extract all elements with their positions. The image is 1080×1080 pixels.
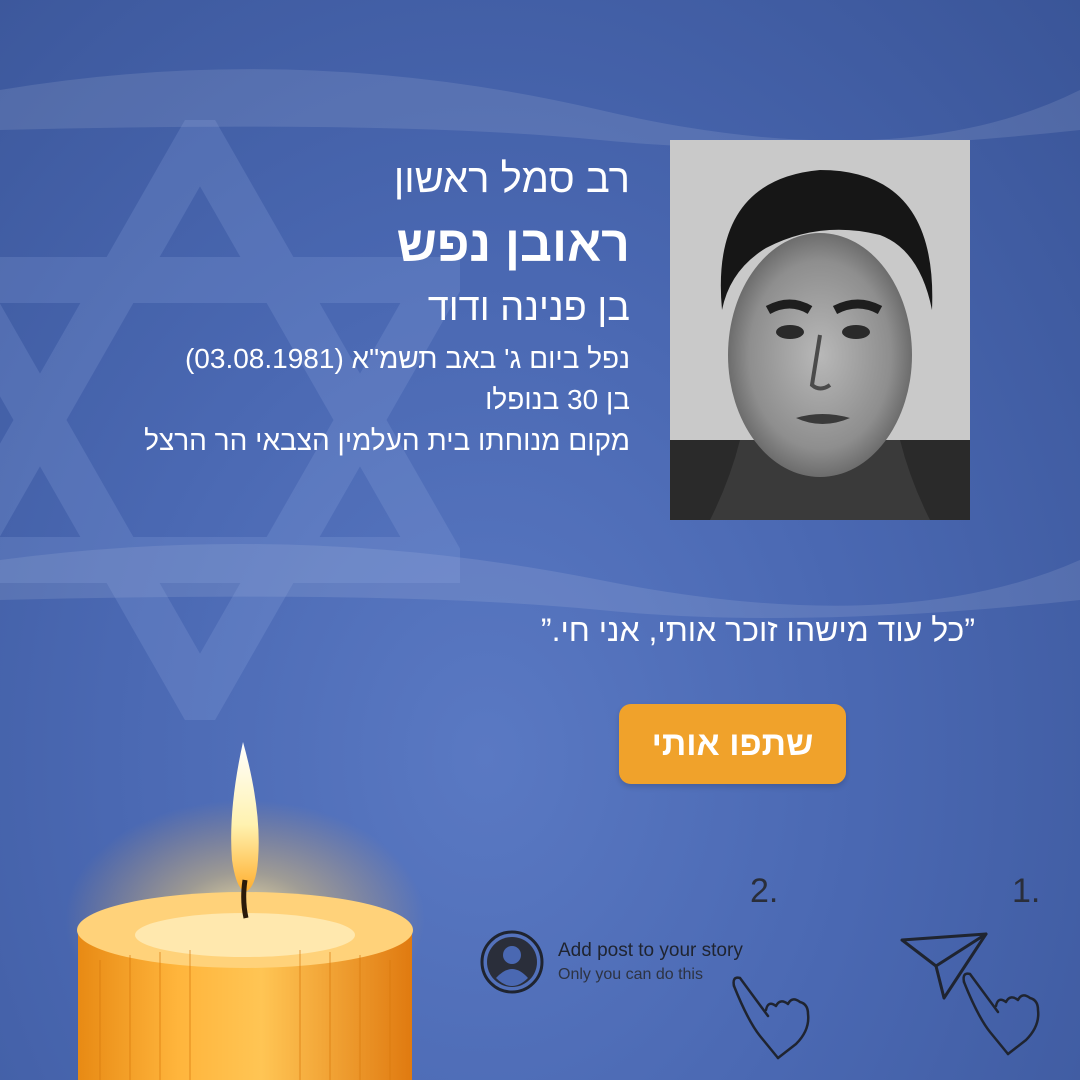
military-rank: רב סמל ראשון [393,157,630,201]
burial-place: מקום מנוחתו בית העלמין הצבאי הר הרצל [144,425,630,456]
add-to-story-title: Add post to your story [558,940,743,961]
age-at-death: בן 30 בנופלו [485,384,630,415]
profile-avatar-icon [480,930,544,994]
step-1-number: 1. [1012,872,1041,910]
share-button[interactable]: שתפו אותי [619,704,846,784]
pointing-hand-icon [728,966,818,1066]
soldier-name: ראובן נפש [396,216,630,272]
parents-names: בן פנינה ודוד [427,287,630,329]
soldier-portrait-photo [670,140,970,520]
add-to-story-subtitle: Only you can do this [558,966,703,983]
memorial-quote: ”כל עוד מישהו זוכר אותי, אני חי.” [540,612,975,648]
step-2-number: 2. [750,872,779,910]
date-of-fall: נפל ביום ג' באב תשמ"א (03.08.1981) [184,343,630,374]
memorial-text-block [70,150,630,459]
pointing-hand-icon [958,962,1048,1062]
memorial-candle-icon [60,730,430,1080]
